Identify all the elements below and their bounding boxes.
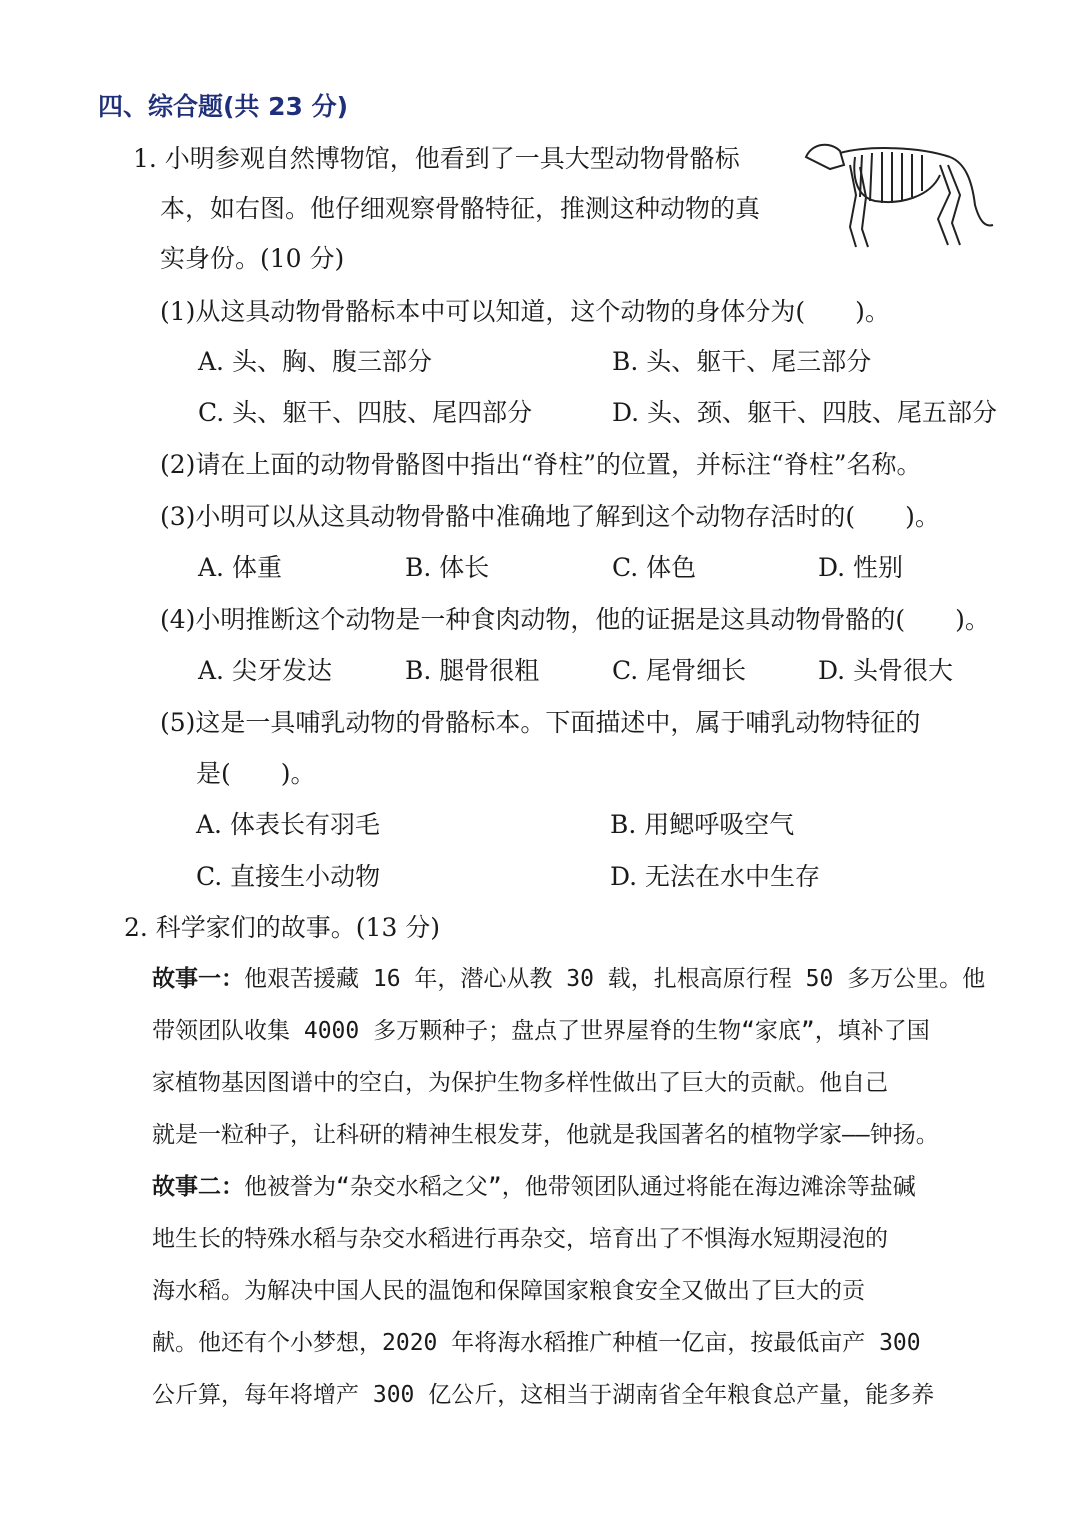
q1-sub1-option-b: B. 头、躯干、尾三部分: [612, 347, 872, 376]
q1-sub4-stem: (4)小明推断这个动物是一种食肉动物，他的证据是这具动物骨骼的( )。: [160, 605, 990, 634]
q1-sub1-stem: (1)从这具动物骨骼标本中可以知道，这个动物的身体分为( )。: [160, 297, 890, 326]
story1-line-3: 家植物基因图谱中的空白，为保护生物多样性做出了巨大的贡献。他自己: [152, 1070, 888, 1096]
q1-sub4-option-d: D. 头骨很大: [818, 656, 954, 685]
q1-sub5-stem-1: (5)这是一具哺乳动物的骨骼标本。下面描述中，属于哺乳动物特征的: [160, 708, 921, 737]
story2-line-5: 公斤算，每年将增产 300 亿公斤，这相当于湖南省全年粮食总产量，能多养: [152, 1382, 935, 1408]
q1-sub4-option-a: A. 尖牙发达: [198, 656, 332, 685]
q1-sub3-stem: (3)小明可以从这具动物骨骼中准确地了解到这个动物存活时的( )。: [160, 502, 940, 531]
q1-sub1-option-a: A. 头、胸、腹三部分: [198, 347, 432, 376]
q1-sub1-option-c: C. 头、躯干、四肢、尾四部分: [198, 398, 533, 427]
q1-sub5-option-b: B. 用鳃呼吸空气: [610, 810, 795, 839]
story1-label: 故事一：: [152, 966, 244, 992]
q1-sub3-option-a: A. 体重: [198, 553, 282, 582]
story2-line-1: [152, 1170, 916, 1204]
q1-sub3-option-c: C. 体色: [612, 553, 697, 582]
q1-sub4-option-c: C. 尾骨细长: [612, 656, 747, 685]
q1-sub2-stem: (2)请在上面的动物骨骼图中指出“脊柱”的位置，并标注“脊柱”名称。: [160, 450, 922, 479]
q1-sub5-option-d: D. 无法在水中生存: [610, 862, 821, 891]
q1-sub5-stem-2: 是( )。: [196, 759, 316, 788]
story2-line-4: 献。他还有个小梦想，2020 年将海水稻推广种植一亿亩，按最低亩产 300: [152, 1330, 921, 1356]
q1-sub1-option-d: D. 头、颈、躯干、四肢、尾五部分: [612, 398, 998, 427]
story1-line-4: 就是一粒种子，让科研的精神生根发芽，他就是我国著名的植物学家——钟扬。: [152, 1122, 939, 1148]
story2-label: 故事二：: [152, 1174, 244, 1200]
story1-line-2: 带领团队收集 4000 多万颗种子；盘点了世界屋脊的生物“家底”，填补了国: [152, 1018, 930, 1044]
q1-sub3-option-b: B. 体长: [405, 553, 490, 582]
q1-sub4-option-b: B. 腿骨很粗: [405, 656, 540, 685]
story2-line-2: 地生长的特殊水稻与杂交水稻进行再杂交，培育出了不惧海水短期浸泡的: [152, 1226, 888, 1252]
q1-line-2: 本，如右图。他仔细观察骨骼特征，推测这种动物的真: [160, 194, 761, 223]
q1-line-3: 实身份。(10 分): [160, 244, 345, 273]
section-title: 四、综合题(共 23 分): [98, 92, 349, 121]
story2-line-3: 海水稻。为解决中国人民的温饱和保障国家粮食安全又做出了巨大的贡: [152, 1278, 865, 1304]
q2-title: 2. 科学家们的故事。(13 分): [124, 913, 441, 942]
q1-sub5-option-a: A. 体表长有羽毛: [196, 810, 380, 839]
story2-text-1: 他被誉为“杂交水稻之父”，他带领团队通过将能在海边滩涂等盐碱: [244, 1174, 916, 1200]
q1-line-1: 1. 小明参观自然博物馆，他看到了一具大型动物骨骼标: [133, 144, 740, 173]
q1-sub5-option-c: C. 直接生小动物: [196, 862, 381, 891]
story1-text-1: 他艰苦援藏 16 年，潜心从教 30 载，扎根高原行程 50 多万公里。他: [244, 966, 986, 992]
animal-skeleton-figure: [800, 135, 995, 253]
story1-line-1: [152, 962, 985, 996]
q1-sub3-option-d: D. 性别: [818, 553, 904, 582]
